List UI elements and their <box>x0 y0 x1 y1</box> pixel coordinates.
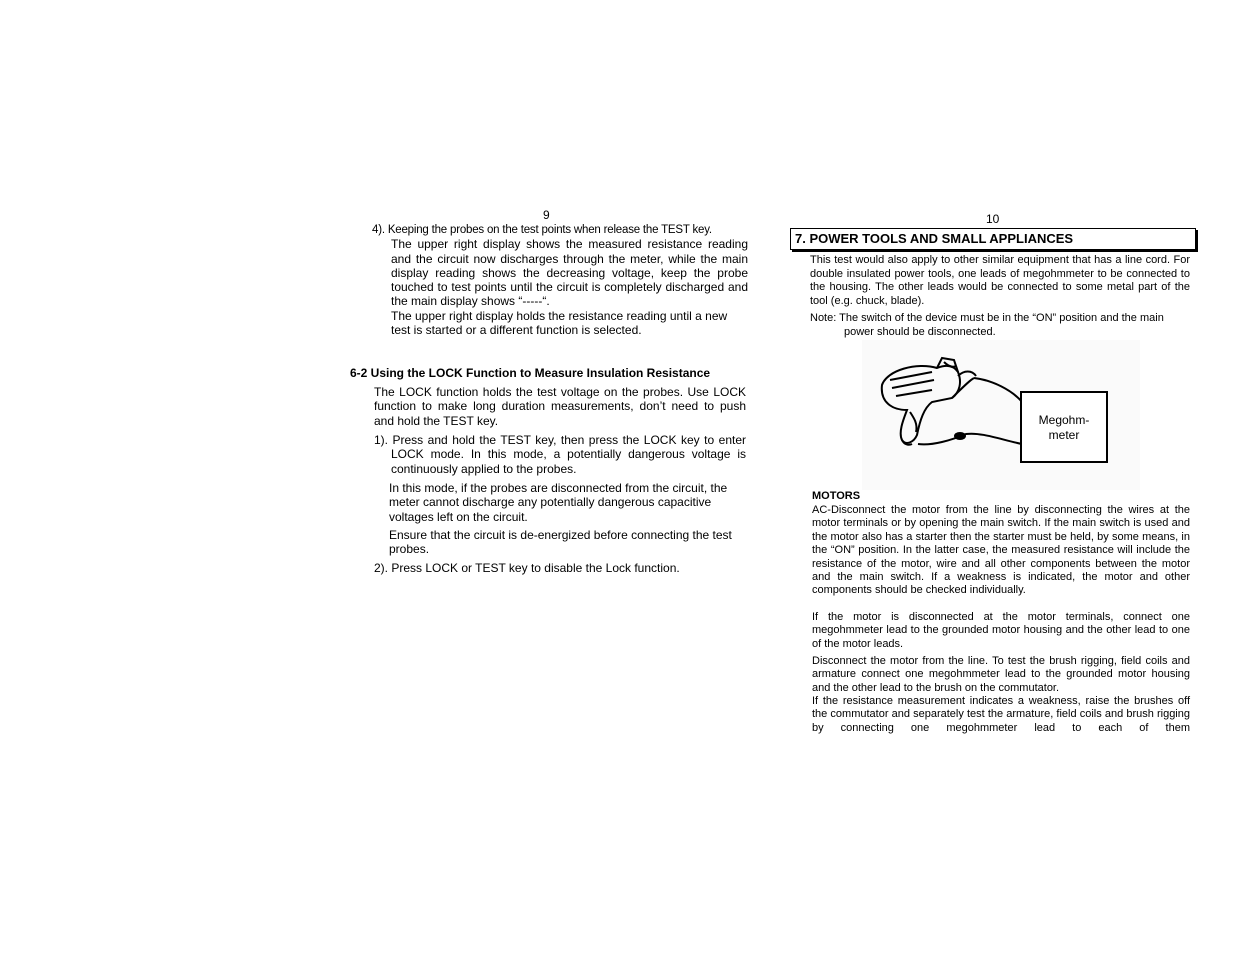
section-title-box <box>790 228 1196 250</box>
step-4-body: The upper right display shows the measured resistance reading and the circuit now discharges through the meter, while the main display reading shows the decreasing voltage, keep the probe touched to test points until the circuit is completely discharged and the main display shows “-----“. <box>391 237 748 309</box>
motors-paragraph-4: If the resistance measurement indicates a weakness, raise the brushes off the commutator and separately test the armature, field coils and brush rigging by connecting one megohmmeter lead to each of them <box>812 695 1190 734</box>
page-number-left: 9 <box>543 208 550 222</box>
note-paragraph: Note: The switch of the device must be in the “ON” position and the main power should be disconnected. <box>810 312 1164 338</box>
step-4-block <box>372 223 748 337</box>
lock-warning-1: In this mode, if the probes are disconnected from the circuit, the meter cannot discharge any potentially dangerous capacitive voltages left on the circuit. <box>389 481 728 524</box>
lock-step-1: 1). Press and hold the TEST key, then press the LOCK key to enter LOCK mode. In this mode, a potentially dangerous voltage is continuously applied to the probes. <box>374 433 746 476</box>
drill-illustration <box>862 340 1140 490</box>
power-tool-megohmmeter-figure <box>862 340 1140 490</box>
lock-warning-2: Ensure that the circuit is de-energized before connecting the test probes. <box>389 528 732 557</box>
megohmmeter-label-line1: Megohm- <box>1038 413 1090 427</box>
megohmmeter-box <box>1021 392 1107 462</box>
section-title: 7. POWER TOOLS AND SMALL APPLIANCES <box>795 231 1074 246</box>
page-number-right: 10 <box>986 212 1000 226</box>
motors-heading: MOTORS <box>812 490 861 502</box>
lock-intro: The LOCK function holds the test voltage on the probes. Use LOCK function to make long duration measurements, don’t need to push and hold the TEST key. <box>374 385 746 428</box>
motors-paragraph-2: If the motor is disconnected at the motor terminals, connect one megohmmeter lead to the grounded motor housing and the other lead to one of the motor leads. <box>812 611 1190 650</box>
motors-paragraph-3: Disconnect the motor from the line. To test the brush rigging, field coils and armature connect one megohmmeter lead to the grounded motor housing and the other lead to the brush on the commutator. <box>812 655 1190 694</box>
motors-paragraph-1: AC-Disconnect the motor from the line by disconnecting the wires at the motor terminals or by opening the main switch. If the main switch is used and the motor also has a starter then the starter must be held, by some means, in the “ON” position. In the latter case, the measured resistance will include the resistance of the motor, wire and all other components between the motor and the main switch. If a weakness is indicated, the motor and other components should be checked individually. <box>812 504 1190 597</box>
step-4-first-line: 4). Keeping the probes on the test points when release the TEST key. <box>372 224 712 236</box>
step-4-hold: The upper right display holds the resistance reading until a new test is started or a different function is selected. <box>391 308 728 338</box>
heading-6-2: 6-2 Using the LOCK Function to Measure Insulation Resistance <box>350 366 711 380</box>
intro-paragraph: This test would also apply to other similar equipment that has a line cord. For double insulated power tools, one leads of megohmmeter to be connected to the housing. The other leads would be connected to some metal part of the tool (e.g. chuck, blade). <box>810 254 1190 307</box>
lock-step-2: 2). Press LOCK or TEST key to disable the Lock function. <box>374 561 680 575</box>
megohmmeter-label-line2: meter <box>1048 428 1080 442</box>
